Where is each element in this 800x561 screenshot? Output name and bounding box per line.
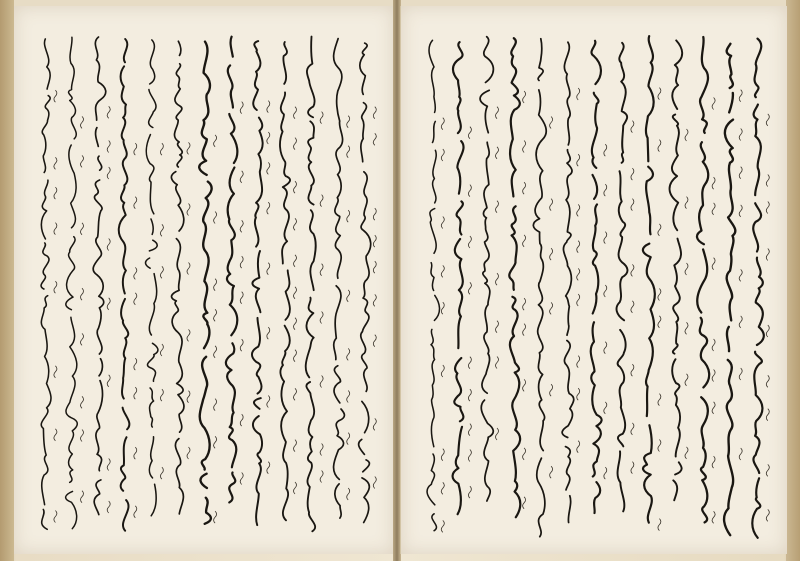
left-ruby-mark: [320, 444, 323, 456]
left-column-9: [145, 40, 163, 516]
left-ruby-mark: [320, 112, 323, 124]
right-ruby-mark: [468, 282, 471, 294]
right-ruby-mark: [496, 201, 499, 213]
left-ruby-mark: [240, 414, 243, 426]
right-ruby-mark: [739, 90, 742, 102]
right-ruby-mark: [550, 466, 553, 478]
right-ruby-mark: [739, 205, 742, 217]
right-ruby-mark: [658, 440, 661, 452]
right-ruby-mark: [441, 482, 444, 494]
right-ruby-mark: [631, 199, 634, 211]
left-ruby-mark: [373, 418, 376, 430]
right-ruby-mark: [685, 374, 688, 386]
book-left-edge: [0, 0, 14, 561]
left-ruby-mark: [54, 366, 57, 378]
right-column-13: [427, 40, 444, 532]
right-ruby-mark: [631, 462, 634, 474]
right-column-7: [591, 41, 607, 522]
left-ruby-mark: [187, 142, 190, 154]
left-ruby-mark: [214, 436, 217, 448]
right-ruby-mark: [604, 402, 607, 414]
right-column-5: [643, 36, 661, 530]
left-column-1: [359, 43, 377, 522]
right-ruby-mark: [631, 364, 634, 376]
right-ruby-mark: [468, 486, 471, 498]
left-ruby-mark: [347, 433, 350, 445]
right-ruby-mark: [739, 269, 742, 281]
right-ruby-mark: [766, 175, 769, 187]
left-ruby-mark: [294, 287, 297, 299]
right-ruby-mark: [496, 107, 499, 119]
right-ruby-mark: [604, 467, 607, 479]
right-ruby-mark: [766, 509, 769, 521]
right-ruby-mark: [441, 520, 444, 532]
right-column-11: [480, 37, 498, 507]
left-ruby-mark: [107, 167, 110, 179]
left-ruby-mark: [320, 195, 323, 207]
left-ruby-mark: [214, 135, 217, 147]
left-column-stroke-7: [199, 42, 211, 524]
right-ruby-mark: [766, 325, 769, 337]
left-column-10: [119, 39, 137, 531]
left-column-11: [93, 37, 110, 515]
right-ruby-mark: [496, 428, 499, 440]
left-ruby-mark: [267, 263, 270, 275]
left-ruby-mark: [54, 90, 57, 102]
right-column-stroke-8: [562, 42, 574, 530]
left-ruby-mark: [347, 116, 350, 128]
left-ruby-mark: [81, 396, 84, 408]
left-ruby-mark: [294, 107, 297, 119]
left-ruby-mark: [107, 106, 110, 118]
right-ruby-mark: [631, 423, 634, 435]
left-ruby-mark: [320, 312, 323, 324]
left-ruby-mark: [134, 143, 137, 155]
left-ruby-mark: [54, 157, 57, 169]
left-ruby-mark: [54, 429, 57, 441]
left-ruby-mark: [294, 440, 297, 452]
right-ruby-mark: [685, 263, 688, 275]
right-ruby-mark: [468, 424, 471, 436]
left-page: [14, 6, 395, 554]
left-ruby-mark: [107, 375, 110, 387]
left-column-2: [334, 39, 350, 518]
left-column-4: [280, 42, 297, 520]
left-ruby-mark: [240, 473, 243, 485]
right-ruby-mark: [550, 117, 553, 129]
left-column-stroke-8: [171, 41, 184, 519]
left-ruby-mark: [267, 202, 270, 214]
left-ruby-mark: [294, 138, 297, 150]
right-ruby-mark: [712, 339, 715, 351]
right-page-handwriting: [401, 6, 787, 554]
left-ruby-mark: [373, 261, 376, 273]
left-ruby-mark: [214, 212, 217, 224]
left-ruby-mark: [107, 239, 110, 251]
left-ruby-mark: [54, 511, 57, 523]
left-ruby-mark: [320, 264, 323, 276]
left-ruby-mark: [214, 309, 217, 321]
left-ruby-mark: [267, 162, 270, 174]
left-ruby-mark: [294, 482, 297, 494]
left-column-stroke-11: [93, 37, 106, 515]
right-ruby-mark: [496, 357, 499, 369]
left-column-stroke-1: [359, 43, 371, 522]
left-ruby-mark: [347, 146, 350, 158]
left-ruby-mark: [267, 327, 270, 339]
right-column-stroke-3: [697, 37, 709, 522]
right-ruby-mark: [631, 121, 634, 133]
left-ruby-mark: [187, 329, 190, 341]
right-ruby-mark: [739, 129, 742, 141]
right-ruby-mark: [523, 91, 526, 103]
right-column-stroke-1: [752, 39, 764, 538]
right-column-stroke-7: [591, 41, 602, 522]
right-ruby-mark: [468, 236, 471, 248]
left-ruby-mark: [240, 220, 243, 232]
left-ruby-mark: [214, 399, 217, 411]
left-column-13: [41, 39, 57, 529]
book-right-edge: [786, 0, 800, 561]
right-ruby-mark: [739, 368, 742, 380]
right-ruby-mark: [577, 268, 580, 280]
right-ruby-mark: [739, 167, 742, 179]
right-ruby-mark: [468, 185, 471, 197]
right-ruby-mark: [658, 316, 661, 328]
right-column-stroke-9: [533, 39, 546, 537]
right-ruby-mark: [550, 384, 553, 396]
right-ruby-mark: [496, 273, 499, 285]
left-ruby-mark: [294, 318, 297, 330]
right-ruby-mark: [523, 497, 526, 509]
right-ruby-mark: [685, 447, 688, 459]
left-ruby-mark: [134, 197, 137, 209]
right-ruby-mark: [441, 365, 444, 377]
right-ruby-mark: [468, 127, 471, 139]
right-ruby-mark: [468, 450, 471, 462]
left-ruby-mark: [107, 459, 110, 471]
right-ruby-mark: [523, 182, 526, 194]
left-column-stroke-5: [252, 41, 263, 525]
left-column-8: [171, 41, 190, 519]
left-ruby-mark: [214, 279, 217, 291]
right-column-stroke-5: [643, 36, 655, 522]
right-ruby-mark: [685, 322, 688, 334]
left-column-12: [66, 37, 84, 535]
right-ruby-mark: [604, 232, 607, 244]
left-column-6: [226, 37, 243, 503]
right-ruby-mark: [441, 302, 444, 314]
left-column-stroke-10: [119, 39, 130, 531]
right-ruby-mark: [685, 129, 688, 141]
left-ruby-mark: [320, 376, 323, 388]
right-ruby-mark: [523, 379, 526, 391]
left-ruby-mark: [373, 208, 376, 220]
right-ruby-mark: [577, 241, 580, 253]
left-ruby-mark: [81, 116, 84, 128]
left-ruby-mark: [267, 101, 270, 113]
left-ruby-mark: [347, 210, 350, 222]
left-ruby-mark: [54, 187, 57, 199]
right-ruby-mark: [441, 449, 444, 461]
right-column-3: [697, 37, 715, 523]
right-ruby-mark: [631, 168, 634, 180]
right-ruby-mark: [766, 202, 769, 214]
left-ruby-mark: [294, 181, 297, 193]
left-ruby-mark: [240, 292, 243, 304]
right-ruby-mark: [523, 141, 526, 153]
left-column-stroke-3: [306, 37, 316, 532]
right-ruby-mark: [577, 294, 580, 306]
right-ruby-mark: [766, 375, 769, 387]
left-ruby-mark: [160, 224, 163, 236]
left-ruby-mark: [81, 288, 84, 300]
right-ruby-mark: [523, 448, 526, 460]
right-ruby-mark: [739, 316, 742, 328]
right-ruby-mark: [523, 235, 526, 247]
right-ruby-mark: [496, 147, 499, 159]
right-column-4: [670, 40, 688, 500]
left-ruby-mark: [134, 267, 137, 279]
left-ruby-mark: [267, 132, 270, 144]
left-ruby-mark: [81, 333, 84, 345]
right-column-12: [453, 42, 472, 514]
right-ruby-mark: [604, 184, 607, 196]
right-column-8: [562, 42, 580, 530]
right-ruby-mark: [577, 388, 580, 400]
left-ruby-mark: [187, 391, 190, 403]
left-ruby-mark: [294, 218, 297, 230]
left-ruby-mark: [187, 204, 190, 216]
right-ruby-mark: [766, 409, 769, 421]
left-ruby-mark: [81, 155, 84, 167]
right-ruby-mark: [712, 456, 715, 468]
right-ruby-mark: [712, 177, 715, 189]
left-ruby-mark: [160, 266, 163, 278]
right-ruby-mark: [712, 370, 715, 382]
right-page: [400, 6, 787, 554]
right-ruby-mark: [685, 197, 688, 209]
right-ruby-mark: [658, 519, 661, 531]
left-column-stroke-6: [226, 37, 237, 503]
right-ruby-mark: [712, 98, 715, 110]
right-ruby-mark: [577, 154, 580, 166]
left-ruby-mark: [347, 488, 350, 500]
right-ruby-mark: [604, 144, 607, 156]
left-page-handwriting: [14, 6, 394, 554]
right-ruby-mark: [550, 199, 553, 211]
left-column-stroke-4: [280, 42, 290, 520]
left-column-7: [199, 42, 216, 524]
right-ruby-mark: [712, 402, 715, 414]
right-ruby-mark: [468, 357, 471, 369]
left-ruby-mark: [160, 389, 163, 401]
right-ruby-mark: [550, 248, 553, 260]
right-ruby-mark: [712, 258, 715, 270]
right-column-stroke-12: [453, 42, 464, 514]
right-ruby-mark: [441, 118, 444, 130]
left-ruby-mark: [373, 335, 376, 347]
left-ruby-mark: [81, 223, 84, 235]
right-ruby-mark: [577, 441, 580, 453]
left-column-stroke-12: [66, 37, 78, 535]
right-ruby-mark: [604, 285, 607, 297]
left-ruby-mark: [187, 447, 190, 459]
right-ruby-mark: [766, 114, 769, 126]
left-ruby-mark: [214, 346, 217, 358]
left-ruby-mark: [294, 350, 297, 362]
right-ruby-mark: [550, 302, 553, 314]
right-column-stroke-2: [724, 44, 735, 542]
left-ruby-mark: [160, 467, 163, 479]
right-ruby-mark: [523, 324, 526, 336]
left-ruby-mark: [81, 491, 84, 503]
right-ruby-mark: [631, 264, 634, 276]
right-ruby-mark: [739, 448, 742, 460]
left-ruby-mark: [81, 430, 84, 442]
left-ruby-mark: [134, 447, 137, 459]
left-ruby-mark: [294, 255, 297, 267]
left-ruby-mark: [373, 294, 376, 306]
right-column-10: [509, 38, 525, 522]
left-ruby-mark: [373, 133, 376, 145]
left-ruby-mark: [160, 344, 163, 356]
right-ruby-mark: [468, 389, 471, 401]
right-ruby-mark: [523, 298, 526, 310]
right-ruby-mark: [658, 394, 661, 406]
left-ruby-mark: [267, 462, 270, 474]
right-ruby-mark: [766, 249, 769, 261]
right-ruby-mark: [604, 342, 607, 354]
left-ruby-mark: [107, 501, 110, 513]
left-ruby-mark: [294, 388, 297, 400]
left-ruby-mark: [134, 506, 137, 518]
right-ruby-mark: [631, 301, 634, 313]
left-ruby-mark: [347, 290, 350, 302]
left-ruby-mark: [267, 396, 270, 408]
left-column-stroke-2: [334, 39, 345, 518]
left-ruby-mark: [240, 339, 243, 351]
right-ruby-mark: [658, 88, 661, 100]
left-ruby-mark: [134, 293, 137, 305]
left-column-stroke-13: [41, 39, 51, 529]
left-ruby-mark: [373, 477, 376, 489]
right-ruby-mark: [577, 204, 580, 216]
left-ruby-mark: [214, 511, 217, 523]
left-ruby-mark: [107, 141, 110, 153]
left-ruby-mark: [320, 471, 323, 483]
right-column-stroke-11: [480, 37, 493, 507]
right-ruby-mark: [577, 88, 580, 100]
left-column-3: [306, 37, 323, 532]
right-ruby-mark: [712, 511, 715, 523]
left-ruby-mark: [240, 171, 243, 183]
left-ruby-mark: [54, 223, 57, 235]
left-ruby-mark: [373, 107, 376, 119]
left-ruby-mark: [347, 391, 350, 403]
right-ruby-mark: [577, 356, 580, 368]
right-column-stroke-4: [670, 40, 683, 500]
left-column-stroke-9: [145, 40, 157, 516]
right-column-1: [752, 39, 769, 538]
right-ruby-mark: [658, 140, 661, 152]
right-ruby-mark: [658, 224, 661, 236]
right-ruby-mark: [712, 203, 715, 215]
right-column-stroke-10: [509, 38, 520, 522]
left-ruby-mark: [160, 143, 163, 155]
left-ruby-mark: [240, 256, 243, 268]
left-column-5: [252, 41, 270, 525]
right-column-9: [533, 39, 552, 537]
right-ruby-mark: [496, 321, 499, 333]
left-ruby-mark: [240, 102, 243, 114]
left-ruby-mark: [187, 263, 190, 275]
left-ruby-mark: [134, 387, 137, 399]
right-ruby-mark: [441, 217, 444, 229]
right-column-6: [617, 43, 634, 512]
right-ruby-mark: [766, 464, 769, 476]
right-ruby-mark: [658, 289, 661, 301]
right-ruby-mark: [441, 149, 444, 161]
left-ruby-mark: [347, 348, 350, 360]
left-ruby-mark: [373, 235, 376, 247]
right-column-stroke-6: [617, 43, 628, 512]
left-ruby-mark: [134, 358, 137, 370]
left-ruby-mark: [54, 281, 57, 293]
right-column-stroke-13: [427, 40, 439, 530]
right-ruby-mark: [441, 265, 444, 277]
left-ruby-mark: [107, 298, 110, 310]
right-column-2: [724, 44, 742, 542]
